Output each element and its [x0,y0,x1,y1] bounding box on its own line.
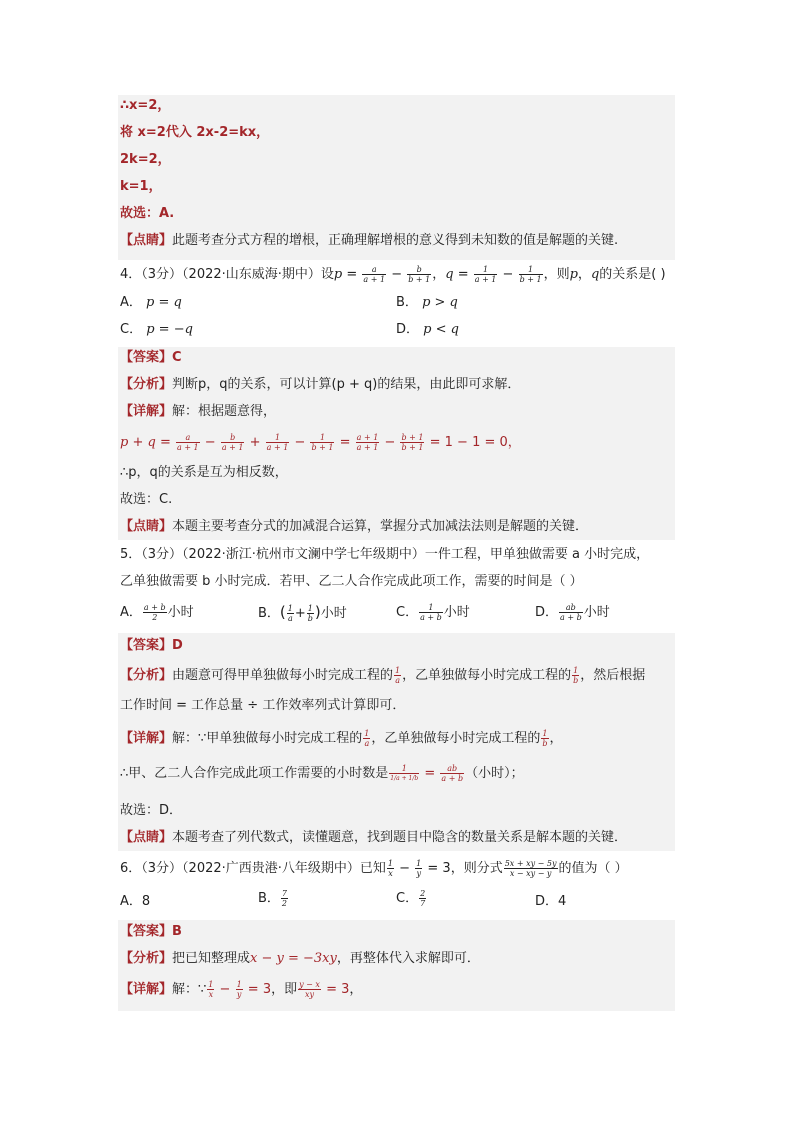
question-5-line1: 5．（3分）（2022·浙江·杭州市文澜中学七年级期中）一件工程，甲单独做需要 a 小时完成， [120,547,650,562]
option-a: A． $\frac{a + b}{2}$ 小时 [120,603,194,622]
option-b: B． $\frac{7}{2}$ [258,889,288,908]
answer-line: 【答案】C [120,350,182,365]
analysis-line: 【分析】由题意可得甲单独做每小时完成工程的 $\frac{1}{a}$ ，乙单独做每小时完成工程的 $\frac{1}{b}$ ，然后根据 [120,666,646,685]
solution-line: ∴x=2， [120,98,171,113]
equation-line: p + q = $\frac{a}{a + 1}$ − $\frac{b}{a + 1}$ + $\frac{1}{a + 1}$ − $\frac{1}{b + 1}$ = $\frac{a + 1}{a + 1}$ − $\frac{b + 1}{b + 1}$ = 1 − 1 = 0， [120,433,521,452]
question-4: 4．（3分）（2022·山东威海·期中）设p = $\frac{a}{a + 1}$ − $\frac{b}{b + 1}$ ，q = $\frac{1}{a + 1}$ − $\frac{1}{b + 1}$ ，则p，q的关系是( ) [120,265,666,284]
question-4-head: 4．（3分）（2022·山东威海·期中）设 [120,267,334,282]
option-c: C． p = −q [120,322,193,337]
detail-line: 【详解】解：∵ $\frac{1}{x}$ − $\frac{1}{y}$ = 3，即 $\frac{y - x}{xy}$ = 3， [120,980,363,999]
analysis-line2: 工作时间 = 工作总量 ÷ 工作效率列式计算即可． [120,698,406,713]
answer-line: 【答案】D [120,638,183,653]
question-5-line2: 乙单独做需要 b 小时完成．若甲、乙二人合作完成此项工作，需要的时间是（ ） [120,574,583,589]
solution-line: 2k=2， [120,152,171,167]
choose-line: 故选：D． [120,803,183,818]
analysis-line: 【分析】判断p，q的关系，可以计算(p + q)的结果，由此即可求解． [120,377,521,392]
choose-line: 故选：C. [120,492,173,507]
option-b: B． p > q [396,295,458,310]
note-line [120,232,618,250]
note-tag: 【点睛】 [120,233,173,248]
solution-line: 故选：A. [120,206,175,221]
question-4-tail: 的关系是( ) [599,267,666,282]
option-c: C． $\frac{2}{7}$ [396,889,426,908]
solution-line: 将 x=2代入 2x-2=kx， [120,125,270,140]
option-a: A． p = q [120,295,182,310]
question-4-mid: ，则 [543,267,570,282]
option-d: D． $\frac{ab}{a + b}$ 小时 [535,603,610,622]
answer-line: 【答案】B [120,924,182,939]
option-a: A．8 [120,894,151,909]
detail-line: 【详解】解：根据题意得， [120,404,277,419]
detail-line2: ∴甲、乙二人合作完成此项工作需要的小时数是 $\frac{1}{1/a + 1/b}$ = $\frac{ab}{a + b}$ （小时）； [120,764,524,783]
option-d: D． p < q [396,322,459,337]
note-line: 【点睛】本题主要考查分式的加减混合运算，掌握分式加减法法则是解题的关键． [120,519,589,534]
analysis-line: 【分析】把已知整理成x − y = −3xy，再整体代入求解即可． [120,951,480,966]
option-c: C． $\frac{1}{a + b}$ 小时 [396,603,470,622]
detail-line: 【详解】解：∵甲单独做每小时完成工程的 $\frac{1}{a}$ ，乙单独做每小时完成工程的 $\frac{1}{b}$ ， [120,729,563,748]
question-6: 6．（3分）（2022·广西贵港·八年级期中）已知 $\frac{1}{x}$ − $\frac{1}{y}$ = 3，则分式 $\frac{5x + xy - 5y}{x - xy - y}$ 的值为（ ） [120,859,628,878]
equation-result: = 1 − 1 = 0， [429,435,521,450]
note-text: 此题考查分式方程的增根，正确理解增根的意义得到未知数的值是解题的关键. [172,233,619,248]
option-d: D．4 [535,894,567,909]
option-b: B．( $\frac{1}{a}$ + $\frac{1}{b}$ )小时 [258,603,347,623]
note-line: 【点睛】本题考查了列代数式，读懂题意，找到题目中隐含的数量关系是解本题的关键． [120,830,628,845]
answer-value: C [172,350,182,365]
conclusion-line: ∴p，q的关系是互为相反数， [120,465,288,480]
solution-line: k=1， [120,179,162,194]
